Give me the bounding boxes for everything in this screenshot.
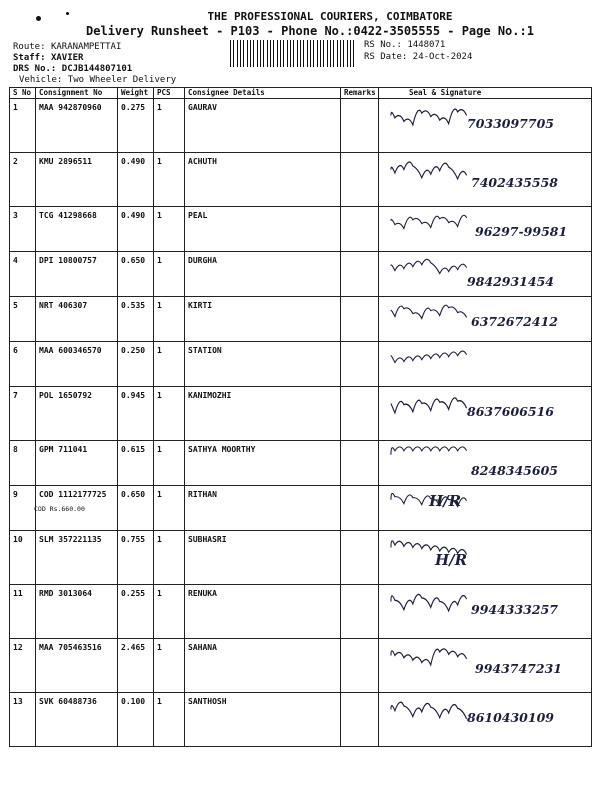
cell-consignee-text: SAHANA xyxy=(188,643,217,652)
col-header-sno: S No xyxy=(10,88,36,99)
cell-consignment xyxy=(36,693,118,747)
barcode-bar xyxy=(320,40,321,67)
cell-weight xyxy=(118,531,154,585)
cell-consignee-text: SUBHASRI xyxy=(188,535,227,544)
cell-remarks xyxy=(341,585,379,639)
barcode-bar xyxy=(243,40,244,67)
cell-remarks xyxy=(341,252,379,297)
barcode-bar xyxy=(327,40,328,67)
barcode-bar xyxy=(280,40,281,67)
barcode-bar xyxy=(233,40,234,67)
handwritten-note: 7033097705 xyxy=(467,116,554,131)
cell-consignee xyxy=(185,693,341,747)
cell-sno-text: 1 xyxy=(13,103,18,112)
vehicle-line xyxy=(19,75,176,85)
cell-weight xyxy=(118,693,154,747)
cell-sno-text: 4 xyxy=(13,256,18,265)
table-row xyxy=(10,387,592,441)
cell-pcs-text: 1 xyxy=(157,346,162,355)
cell-pcs xyxy=(154,486,185,531)
cell-pcs-text: 1 xyxy=(157,535,162,544)
barcode-bar xyxy=(303,40,304,67)
cell-signature xyxy=(379,297,592,342)
cod-amount-note: COD Rs.660.00 xyxy=(34,505,85,513)
cell-pcs xyxy=(154,531,185,585)
company-title: THE PROFESSIONAL COURIERS, COIMBATORE xyxy=(207,10,453,23)
cell-consignment xyxy=(36,252,118,297)
cell-consignment xyxy=(36,441,118,486)
cell-pcs xyxy=(154,207,185,252)
route-value: KARANAMPETTAI xyxy=(50,42,122,52)
barcode-bar xyxy=(347,40,348,67)
cell-weight-text: 0.100 xyxy=(121,697,146,706)
cell-sno-text: 10 xyxy=(13,535,23,544)
barcode-bar xyxy=(287,40,288,67)
barcode-bar xyxy=(293,40,294,67)
handwritten-note: 8610430109 xyxy=(467,710,554,725)
cell-sno-text: 2 xyxy=(13,157,18,166)
col-header-remarks: Remarks xyxy=(341,88,379,99)
barcode-bar xyxy=(260,40,261,67)
handwritten-note: 9842931454 xyxy=(467,274,554,289)
cell-consignment-text: KMU 2896511 xyxy=(39,157,92,166)
cell-sno-text: 6 xyxy=(13,346,18,355)
cell-pcs xyxy=(154,342,185,387)
cell-remarks xyxy=(341,153,379,207)
cell-sno xyxy=(10,207,36,252)
barcode-bar xyxy=(250,40,251,67)
staff-label: Staff: xyxy=(13,53,46,63)
cell-consignee xyxy=(185,153,341,207)
cell-signature xyxy=(379,441,592,486)
cell-consignment-text: DPI 10800757 xyxy=(39,256,97,265)
barcode-bar xyxy=(230,40,231,67)
rs-date-line xyxy=(364,52,472,62)
barcode-bar xyxy=(237,40,238,67)
cell-sno-text: 9 xyxy=(13,490,18,499)
barcode-bar xyxy=(333,40,334,67)
barcode-bar xyxy=(343,40,344,67)
cell-sno xyxy=(10,585,36,639)
cell-signature xyxy=(379,585,592,639)
cell-weight-text: 2.465 xyxy=(121,643,146,652)
barcode-bar xyxy=(337,40,338,67)
cell-sno-text: 13 xyxy=(13,697,23,706)
cell-consignment xyxy=(36,99,118,153)
cell-consignment-text: NRT 406307 xyxy=(39,301,88,310)
cell-consignment-text: MAA 705463516 xyxy=(39,643,102,652)
cell-weight-text: 0.250 xyxy=(121,346,146,355)
cell-consignment-text: RMD 3013064 xyxy=(39,589,92,598)
barcode-bar xyxy=(267,40,268,67)
cell-signature xyxy=(379,99,592,153)
barcode-bar xyxy=(300,40,301,67)
cell-weight xyxy=(118,585,154,639)
cell-consignee-text: KANIMOZHI xyxy=(188,391,232,400)
cell-pcs xyxy=(154,99,185,153)
cell-remarks xyxy=(341,441,379,486)
cell-consignee-text: GAURAV xyxy=(188,103,217,112)
table-row xyxy=(10,441,592,486)
barcode-bar xyxy=(270,40,271,67)
cell-consignee xyxy=(185,207,341,252)
cell-pcs xyxy=(154,693,185,747)
cell-signature xyxy=(379,693,592,747)
cell-consignment-text: COD 1112177725 xyxy=(39,490,107,499)
cell-sno xyxy=(10,639,36,693)
rs-no-label: RS No.: xyxy=(364,40,402,50)
drs-line xyxy=(13,64,132,74)
cell-consignment xyxy=(36,639,118,693)
handwritten-signature xyxy=(379,342,591,386)
cell-consignment-text: POL 1650792 xyxy=(39,391,92,400)
cell-weight xyxy=(118,486,154,531)
cell-sno xyxy=(10,531,36,585)
col-header-consignee: Consignee Details xyxy=(185,88,341,99)
drs-value: DCJB144807101 xyxy=(61,64,133,74)
cell-consignee xyxy=(185,486,341,531)
barcode-bar xyxy=(310,40,311,67)
cell-sno xyxy=(10,387,36,441)
cell-consignment xyxy=(36,486,118,531)
barcode-bar xyxy=(240,40,241,67)
cell-weight-text: 0.275 xyxy=(121,103,146,112)
cell-signature xyxy=(379,639,592,693)
cell-consignment xyxy=(36,153,118,207)
cell-consignment xyxy=(36,207,118,252)
cell-consignment-text: GPM 711041 xyxy=(39,445,88,454)
cell-consignment-text: MAA 600346570 xyxy=(39,346,102,355)
cell-weight xyxy=(118,153,154,207)
cell-remarks xyxy=(341,387,379,441)
cell-consignee-text: KIRTI xyxy=(188,301,213,310)
cell-consignment xyxy=(36,531,118,585)
cell-consignment-text: TCG 41298668 xyxy=(39,211,97,220)
cell-pcs-text: 1 xyxy=(157,697,162,706)
cell-consignee xyxy=(185,297,341,342)
cell-sno-text: 5 xyxy=(13,301,18,310)
cell-signature xyxy=(379,486,592,531)
cell-weight xyxy=(118,639,154,693)
cell-pcs-text: 1 xyxy=(157,589,162,598)
cell-weight xyxy=(118,297,154,342)
cell-weight-text: 0.755 xyxy=(121,535,146,544)
barcode-bar xyxy=(273,40,274,67)
cell-signature xyxy=(379,342,592,387)
cell-pcs xyxy=(154,297,185,342)
cell-signature xyxy=(379,387,592,441)
cell-pcs-text: 1 xyxy=(157,301,162,310)
barcode-bar xyxy=(330,40,331,67)
cell-consignee xyxy=(185,585,341,639)
handwritten-note: H/R xyxy=(429,492,462,510)
table-row xyxy=(10,99,592,153)
cell-pcs-text: 1 xyxy=(157,256,162,265)
handwritten-note: 9943747231 xyxy=(475,661,562,676)
handwritten-note: 9944333257 xyxy=(471,602,558,617)
route-line xyxy=(13,42,121,52)
runsheet-subtitle: Delivery Runsheet - P103 - Phone No.:0422-3505555 - Page No.:1 xyxy=(86,24,534,38)
cell-weight-text: 0.945 xyxy=(121,391,146,400)
table-row xyxy=(10,342,592,387)
cell-remarks xyxy=(341,693,379,747)
cell-signature xyxy=(379,153,592,207)
cell-sno xyxy=(10,297,36,342)
cell-sno xyxy=(10,153,36,207)
cell-remarks xyxy=(341,531,379,585)
barcode-bar xyxy=(340,40,341,67)
cell-pcs xyxy=(154,153,185,207)
cell-remarks xyxy=(341,639,379,693)
cell-weight xyxy=(118,252,154,297)
cell-sno xyxy=(10,693,36,747)
cell-consignment xyxy=(36,585,118,639)
table-row xyxy=(10,207,592,252)
cell-weight xyxy=(118,441,154,486)
cell-weight-text: 0.490 xyxy=(121,157,146,166)
cell-pcs-text: 1 xyxy=(157,391,162,400)
cell-consignment-text: MAA 942870960 xyxy=(39,103,102,112)
cell-consignee xyxy=(185,342,341,387)
barcode-bar xyxy=(247,40,248,67)
rs-no-value: 1448071 xyxy=(407,40,446,50)
cell-sno-text: 7 xyxy=(13,391,18,400)
cell-consignee xyxy=(185,531,341,585)
handwritten-note: 96297-99581 xyxy=(475,224,568,239)
cell-consignee-text: RENUKA xyxy=(188,589,217,598)
cell-consignee xyxy=(185,252,341,297)
cell-pcs xyxy=(154,441,185,486)
cell-consignee-text: SATHYA MOORTHY xyxy=(188,445,256,454)
cell-consignee-text: RITHAN xyxy=(188,490,217,499)
barcode-bar xyxy=(277,40,278,67)
cell-pcs-text: 1 xyxy=(157,643,162,652)
barcode-bar xyxy=(263,40,264,67)
cell-sno xyxy=(10,252,36,297)
cell-weight xyxy=(118,207,154,252)
rs-date-value: 24-Oct-2024 xyxy=(412,52,473,62)
cell-consignee xyxy=(185,639,341,693)
staff-value: XAVIER xyxy=(50,53,84,63)
cell-remarks xyxy=(341,486,379,531)
table-row xyxy=(10,153,592,207)
vehicle-value: Two Wheeler Delivery xyxy=(67,75,177,85)
col-header-pcs: PCS xyxy=(154,88,185,99)
cell-weight xyxy=(118,342,154,387)
barcode-bar xyxy=(297,40,298,67)
cell-consignment-text: SLM 357221135 xyxy=(39,535,102,544)
cell-consignment-text: SVK 60488736 xyxy=(39,697,97,706)
table-row xyxy=(10,297,592,342)
cell-consignee-text: PEAL xyxy=(188,211,208,220)
cell-weight xyxy=(118,99,154,153)
table-row xyxy=(10,531,592,585)
barcode-bar xyxy=(307,40,308,67)
barcode-bar xyxy=(317,40,318,67)
table-row xyxy=(10,585,592,639)
handwritten-signature xyxy=(379,531,591,584)
vehicle-label: Vehicle: xyxy=(19,75,63,85)
handwritten-note: 8637606516 xyxy=(467,404,554,419)
table-row xyxy=(10,252,592,297)
cell-signature xyxy=(379,252,592,297)
cell-consignee-text: ACHUTH xyxy=(188,157,217,166)
table-header-row xyxy=(10,88,592,99)
table-row xyxy=(10,486,592,531)
barcode-bar xyxy=(257,40,258,67)
cell-weight xyxy=(118,387,154,441)
cell-weight-text: 0.255 xyxy=(121,589,146,598)
cell-sno xyxy=(10,99,36,153)
barcode-bar xyxy=(350,40,351,67)
cell-pcs xyxy=(154,387,185,441)
cell-signature xyxy=(379,531,592,585)
cell-consignment xyxy=(36,342,118,387)
cell-consignee xyxy=(185,441,341,486)
cell-consignee xyxy=(185,387,341,441)
handwritten-note: 7402435558 xyxy=(471,175,558,190)
cell-signature xyxy=(379,207,592,252)
cell-weight-text: 0.650 xyxy=(121,490,146,499)
cell-pcs xyxy=(154,639,185,693)
barcode-bar xyxy=(323,40,324,67)
handwritten-note: 6372672412 xyxy=(471,314,558,329)
table-row xyxy=(10,639,592,693)
col-header-signature: Seal & Signature xyxy=(379,88,592,99)
cell-pcs-text: 1 xyxy=(157,103,162,112)
cell-consignment xyxy=(36,387,118,441)
cell-sno-text: 3 xyxy=(13,211,18,220)
barcode-bar xyxy=(253,40,254,67)
cell-consignee-text: DURGHA xyxy=(188,256,217,265)
handwritten-signature xyxy=(379,486,591,530)
rs-date-label: RS Date: xyxy=(364,52,408,62)
cell-pcs xyxy=(154,585,185,639)
cell-weight-text: 0.615 xyxy=(121,445,146,454)
cell-remarks xyxy=(341,342,379,387)
cell-weight-text: 0.650 xyxy=(121,256,146,265)
cell-weight-text: 0.490 xyxy=(121,211,146,220)
handwritten-note: H/R xyxy=(435,551,468,569)
cell-sno-text: 12 xyxy=(13,643,23,652)
cell-pcs-text: 1 xyxy=(157,445,162,454)
cell-consignee xyxy=(185,99,341,153)
rs-no-line xyxy=(364,40,445,50)
cell-remarks xyxy=(341,207,379,252)
cell-pcs-text: 1 xyxy=(157,157,162,166)
cell-weight-text: 0.535 xyxy=(121,301,146,310)
cell-sno xyxy=(10,486,36,531)
handwritten-note: 8248345605 xyxy=(471,463,558,478)
cell-sno-text: 8 xyxy=(13,445,18,454)
col-header-weight: Weight xyxy=(118,88,154,99)
table-row xyxy=(10,693,592,747)
staff-line xyxy=(13,53,83,63)
cell-remarks xyxy=(341,99,379,153)
barcode-image xyxy=(230,40,358,67)
cell-sno xyxy=(10,342,36,387)
cell-sno-text: 11 xyxy=(13,589,23,598)
cell-consignee-text: STATION xyxy=(188,346,222,355)
drs-label: DRS No.: xyxy=(13,64,57,74)
cell-pcs xyxy=(154,252,185,297)
col-header-consignment: Consignment No xyxy=(36,88,118,99)
barcode-bar xyxy=(353,40,354,67)
cell-pcs-text: 1 xyxy=(157,490,162,499)
barcode-bar xyxy=(313,40,314,67)
barcode-bar xyxy=(290,40,291,67)
route-label: Route: xyxy=(13,42,46,52)
cell-consignment xyxy=(36,297,118,342)
cell-sno xyxy=(10,441,36,486)
cell-consignee-text: SANTHOSH xyxy=(188,697,227,706)
runsheet-table xyxy=(9,87,592,747)
barcode-bar xyxy=(283,40,284,67)
cell-remarks xyxy=(341,297,379,342)
cell-pcs-text: 1 xyxy=(157,211,162,220)
